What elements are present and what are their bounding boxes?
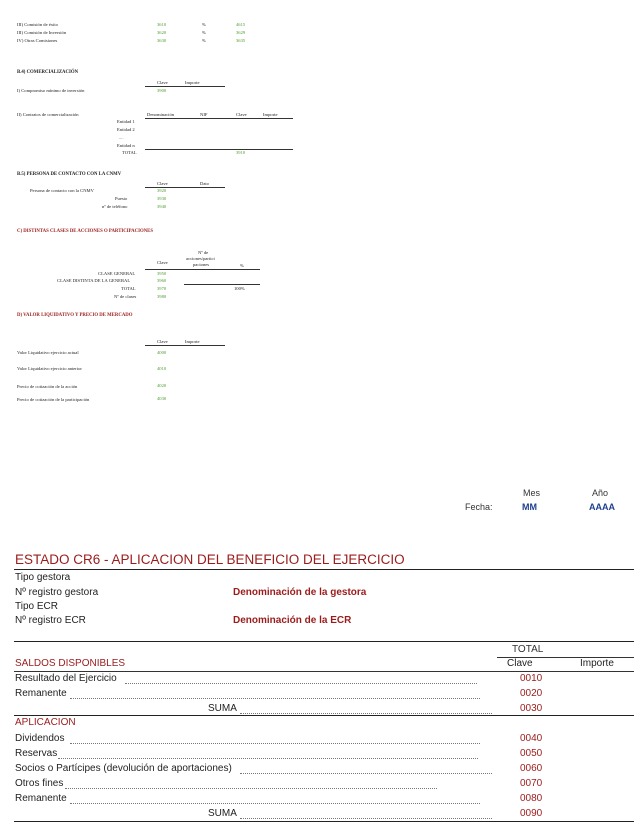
row-label: CLASE GENERAL [98, 271, 136, 276]
section-title: B.4) COMERCIALIZACIÓN [17, 70, 79, 75]
row-clave: 3620 [157, 30, 167, 35]
saldo-clave: 0020 [520, 688, 543, 699]
row-label: Valor Liquidativo ejercicio anterior [17, 366, 82, 371]
leader-dots [70, 803, 480, 804]
denominacion-ecr[interactable]: Denominación de la ECR [233, 615, 352, 626]
row-clave: 3950 [157, 271, 167, 276]
aplicacion-clave: 0070 [520, 778, 543, 789]
row-pct: % [202, 38, 206, 43]
entity-label: Entidad 1 [117, 119, 135, 124]
leader-dots [70, 698, 480, 699]
entity-label: Entidad n [117, 143, 135, 148]
col-num-1: Nº de [198, 250, 209, 255]
col-importe: Importe [185, 339, 200, 344]
row-pct: % [202, 22, 206, 27]
aplicacion-title: APLICACION [15, 717, 76, 728]
row-label: I) Compromiso mínimo de inversión [17, 88, 85, 93]
page-title: ESTADO CR6 - APLICACION DEL BENEFICIO DEL EJERCICIO [15, 552, 405, 567]
row-label: nº de teléfono [102, 204, 128, 209]
col-total: TOTAL [512, 644, 544, 655]
ano-value[interactable]: AAAA [589, 502, 615, 512]
col-clave: Clave [157, 260, 168, 265]
leader-dots [125, 683, 477, 684]
row-clave: 3920 [157, 188, 167, 193]
mes-value[interactable]: MM [522, 502, 537, 512]
row-label: Persona de contacto con la CNMV [30, 188, 94, 193]
suma-clave: 0090 [520, 808, 543, 819]
row-clave: 4020 [157, 383, 167, 388]
leader-dots [240, 818, 492, 819]
divider [145, 118, 293, 119]
row-clave: 3930 [157, 196, 167, 201]
row-pct: 100% [234, 286, 245, 291]
divider [145, 345, 225, 346]
col-importe: Importe [580, 658, 614, 669]
col-clave: Clave [157, 181, 168, 186]
aplicacion-label: Otros fines [15, 778, 64, 789]
leader-dots [58, 758, 478, 759]
row-clave2: 4615 [236, 22, 246, 27]
row-pct: % [202, 30, 206, 35]
registro-gestora-label: Nº registro gestora [15, 587, 99, 598]
section-title: C) DISTINTAS CLASES DE ACCIONES O PARTICIPACIONES [17, 229, 154, 234]
col-clave: Clave [507, 658, 533, 669]
col-importe: Importe [263, 112, 278, 117]
saldos-title: SALDOS DISPONIBLES [15, 658, 126, 669]
row-clave2: 3635 [236, 38, 246, 43]
aplicacion-clave: 0080 [520, 793, 543, 804]
ano-label: Año [592, 488, 609, 498]
col-denominacion: Denominación [147, 112, 175, 117]
row-clave: 4010 [157, 366, 167, 371]
aplicacion-clave: 0060 [520, 763, 543, 774]
aplicacion-label: Dividendos [15, 733, 65, 744]
col-num-3: paciones [193, 262, 210, 267]
row-clave: 3960 [157, 278, 167, 283]
saldo-label: Resultado del Ejercicio [15, 673, 117, 684]
row-label: CLASE DISTINTA DE LA GENERAL [57, 278, 131, 283]
divider [14, 671, 634, 672]
suma-label: SUMA [208, 703, 237, 714]
col-nif: NIF [200, 112, 208, 117]
row-clave2: 3629 [236, 30, 246, 35]
divider [145, 86, 225, 87]
title-underline [14, 569, 634, 570]
total-clave: 3910 [236, 150, 246, 155]
col-dato: Dato [200, 181, 209, 186]
row-label: II) Contratos de comercialización [17, 112, 79, 117]
row-clave: 4000 [157, 350, 167, 355]
row-label: TOTAL [121, 286, 136, 291]
mes-label: Mes [523, 488, 541, 498]
row-clave: 3610 [157, 22, 167, 27]
row-label: Valor Liquidativo ejercicio actual [17, 350, 79, 355]
row-label: IV) Otras Comisiones [17, 38, 58, 43]
aplicacion-label: Socios o Partícipes (devolución de aportaciones) [15, 763, 232, 774]
leader-dots [240, 713, 492, 714]
col-clave: Clave [157, 80, 168, 85]
leader-dots [65, 788, 437, 789]
col-pct: % [240, 263, 244, 268]
aplicacion-label: Remanente [15, 793, 67, 804]
saldo-label: Remanente [15, 688, 67, 699]
suma-label: SUMA [208, 808, 237, 819]
row-label: Precio de cotización de la participación [17, 397, 90, 402]
row-clave: 3980 [157, 294, 167, 299]
row-label: Puesto [115, 196, 128, 201]
entity-label: Entidad 2 [117, 127, 135, 132]
tipo-gestora-label: Tipo gestora [15, 572, 71, 583]
col-clave: Clave [157, 339, 168, 344]
aplicacion-clave: 0040 [520, 733, 543, 744]
row-label: Nº de clases [114, 294, 137, 299]
divider [14, 715, 634, 716]
table-top-line [14, 641, 634, 642]
table-bottom-line [14, 821, 634, 822]
divider [145, 149, 293, 150]
leader-dots [70, 743, 480, 744]
row-clave: 3940 [157, 204, 167, 209]
divider [145, 269, 260, 270]
registro-ecr-label: Nº registro ECR [15, 615, 86, 626]
divider [184, 284, 260, 285]
section-title: D) VALOR LIQUIDATIVO Y PRECIO DE MERCADO [17, 313, 133, 318]
leader-dots [240, 773, 492, 774]
total-label: TOTAL [122, 150, 137, 155]
row-label: III) Comisión de Inversión [17, 30, 67, 35]
row-label: Precio de cotización de la acción [17, 384, 78, 389]
entity-label: .... [119, 135, 124, 140]
row-clave: 3630 [157, 38, 167, 43]
row-clave: 3970 [157, 286, 167, 291]
aplicacion-label: Reservas [15, 748, 58, 759]
denominacion-gestora[interactable]: Denominación de la gestora [233, 587, 367, 598]
section-title: B.5) PERSONA DE CONTACTO CON LA CNMV [17, 172, 122, 177]
col-importe: Importe [185, 80, 200, 85]
row-clave: 4030 [157, 396, 167, 401]
aplicacion-clave: 0050 [520, 748, 543, 759]
col-num-2: acciones/partici [186, 256, 215, 261]
col-clave: Clave [236, 112, 247, 117]
tipo-ecr-label: Tipo ECR [15, 601, 58, 612]
saldo-clave: 0010 [520, 673, 543, 684]
suma-clave: 0030 [520, 703, 543, 714]
row-label: III) Comisión de éxito [17, 22, 58, 27]
row-clave: 3900 [157, 88, 167, 93]
fecha-label: Fecha: [465, 502, 493, 512]
